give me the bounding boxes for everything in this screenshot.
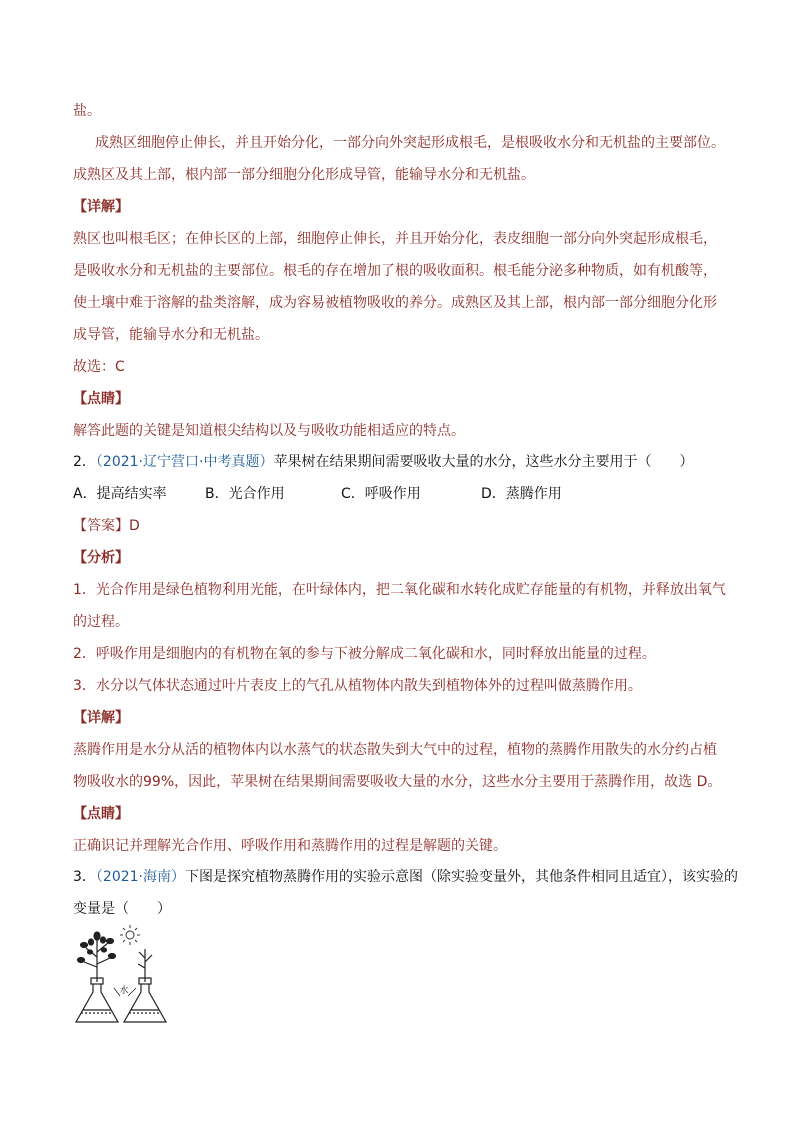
answer-choice-line: 故选：C bbox=[73, 359, 125, 375]
experiment-figure bbox=[70, 922, 180, 1028]
water-label: 水 bbox=[119, 986, 129, 996]
detail-line: 蒸腾作用是水分从活的植物体内以水蒸气的状态散失到大气中的过程，植物的蒸腾作用散失的水分约占植 bbox=[73, 742, 717, 758]
analysis-line: 3．水分以气体状态通过叶片表皮上的气孔从植物体内散失到植物体外的过程叫做蒸腾作用。 bbox=[73, 678, 642, 694]
text-line: 是吸收水分和无机盐的主要部位。根毛的存在增加了根的吸收面积。根毛能分泌多种物质，如有机酸等， bbox=[73, 263, 717, 279]
question-number: 3． bbox=[73, 869, 96, 885]
section-heading-detail: 【详解】 bbox=[73, 199, 129, 215]
answer-label: 【答案】D bbox=[73, 518, 140, 534]
text-line: 使土壤中难于溶解的盐类溶解，成为容易被植物吸收的养分。成熟区及其上部，根内部一部分细胞分化形 bbox=[73, 295, 717, 311]
detail-line: 物吸收水的99%，因此，苹果树在结果期间需要吸收大量的水分，这些水分主要用于蒸腾作用，故选 D。 bbox=[73, 774, 722, 790]
text-line: 成熟区及其上部，根内部一部分细胞分化形成导管，能输导水分和无机盐。 bbox=[73, 167, 535, 183]
question-3-stem-cont: 变量是（ ） bbox=[73, 901, 171, 917]
analysis-line: 2．呼吸作用是细胞内的有机物在氧的参与下被分解成二氧化碳和水，同时释放出能量的过程。 bbox=[73, 646, 656, 662]
section-heading-detail: 【详解】 bbox=[73, 710, 129, 726]
option-d: D．蒸腾作用 bbox=[481, 486, 562, 502]
question-2-stem bbox=[73, 452, 693, 472]
text-line: 成熟区细胞停止伸长，并且开始分化，一部分向外突起形成根毛，是根吸收水分和无机盐的主要部位。 bbox=[95, 135, 725, 151]
sun-icon bbox=[120, 925, 140, 945]
option-c: C．呼吸作用 bbox=[341, 486, 421, 502]
text-line: 盐。 bbox=[73, 103, 101, 119]
flask-left-icon bbox=[76, 978, 118, 1022]
analysis-line: 的过程。 bbox=[73, 614, 129, 630]
point-line: 正确识记并理解光合作用、呼吸作用和蒸腾作用的过程是解题的关键。 bbox=[73, 838, 507, 854]
option-a: A．提高结实率 bbox=[73, 486, 167, 502]
question-source: （2021·海南） bbox=[95, 869, 186, 885]
question-number: 2． bbox=[73, 454, 96, 470]
section-heading-point: 【点睛】 bbox=[73, 391, 129, 407]
flask-right-icon bbox=[124, 978, 166, 1022]
analysis-line: 1．光合作用是绿色植物利用光能，在叶绿体内，把二氧化碳和水转化成贮存能量的有机物，并释放出氧气 bbox=[73, 582, 726, 598]
plant-without-leaves-icon bbox=[138, 949, 152, 982]
text-line: 解答此题的关键是知道根尖结构以及与吸收功能相适应的特点。 bbox=[73, 423, 465, 439]
question-text: 下图是探究植物蒸腾作用的实验示意图（除实验变量外，其他条件相同且适宜），该实验的 bbox=[185, 869, 739, 885]
option-b: B．光合作用 bbox=[205, 486, 285, 502]
plant-with-leaves-icon bbox=[78, 932, 116, 982]
question-source: （2021·辽宁营口·中考真题） bbox=[95, 454, 274, 470]
question-3-stem bbox=[73, 867, 738, 887]
question-text: 苹果树在结果期间需要吸收大量的水分，这些水分主要用于（ ） bbox=[273, 454, 694, 470]
section-heading-point: 【点睛】 bbox=[73, 806, 129, 822]
text-line: 成导管，能输导水分和无机盐。 bbox=[73, 327, 269, 343]
text-line: 熟区也叫根毛区；在伸长区的上部，细胞停止伸长，并且开始分化，表皮细胞一部分向外突起形成根毛， bbox=[73, 231, 717, 247]
question-2-options bbox=[73, 484, 562, 504]
section-heading-analysis: 【分析】 bbox=[73, 550, 129, 566]
